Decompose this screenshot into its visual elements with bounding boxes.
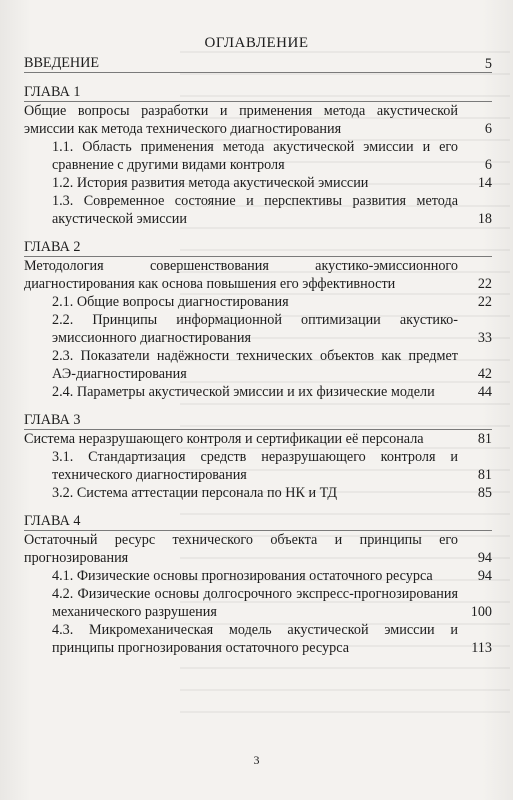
page-number: 3 — [253, 753, 260, 767]
toc-section-entry — [24, 448, 492, 484]
toc-section-entry — [24, 192, 492, 228]
toc-entry-text: ГЛАВА 2 — [24, 238, 492, 257]
toc-page-number: 113 — [471, 640, 492, 656]
toc-chapter-title — [24, 430, 492, 448]
toc-page-number: 22 — [477, 294, 492, 310]
toc-page-number: 6 — [484, 121, 492, 137]
toc-page-number: 6 — [484, 157, 492, 173]
toc-page-number: 94 — [477, 550, 492, 566]
toc-entry-text: Общие вопросы разработки и применения метода акустической эмиссии как метода технического диагностирования — [24, 103, 458, 137]
toc-entry-text: 1.2. История развития метода акустической эмиссии — [52, 175, 369, 191]
toc-section-entry — [24, 138, 492, 174]
toc-page-number: 94 — [477, 568, 492, 584]
toc-entry-text: 4.2. Физические основы долгосрочного экспресс-прогнозирования механического разрушения — [52, 586, 458, 620]
toc-page-number: 81 — [477, 467, 492, 483]
toc-entry-text: 2.1. Общие вопросы диагностирования — [52, 294, 289, 310]
toc-page-number: 100 — [470, 604, 492, 620]
toc-entry-text: 3.1. Стандартизация средств неразрушающего контроля и технического диагностирования — [52, 449, 458, 483]
toc-chapter-heading — [24, 83, 492, 102]
toc-heading: ОГЛАВЛЕНИЕ — [204, 35, 309, 51]
toc-page-number: 42 — [477, 366, 492, 382]
toc-chapter-heading — [24, 411, 492, 430]
toc-entry-text: 3.2. Система аттестации персонала по НК и ТД — [52, 485, 338, 501]
toc-entry-text: 2.3. Показатели надёжности технических объектов как предмет АЭ-диагностирования — [52, 348, 458, 382]
toc-entry-text: 1.1. Область применения метода акустической эмиссии и его сравнение с другими видами контроля — [52, 139, 458, 173]
toc-chapter-heading — [24, 54, 492, 73]
toc-chapter-title — [24, 531, 492, 567]
toc-page-number: 5 — [484, 56, 492, 72]
toc-entry-text: Система неразрушающего контроля и сертификации её персонала — [24, 431, 424, 447]
toc-section-entry — [24, 621, 492, 657]
toc-entry-text: ГЛАВА 4 — [24, 512, 492, 531]
toc-section-entry — [24, 311, 492, 347]
toc-entry-text: ГЛАВА 3 — [24, 411, 492, 430]
table-of-contents — [24, 54, 492, 657]
toc-entry-text: 4.1. Физические основы прогнозирования остаточного ресурса — [52, 568, 433, 584]
toc-page-number: 33 — [477, 330, 492, 346]
toc-entry-text: ГЛАВА 1 — [24, 83, 492, 102]
toc-entry-text: Методология совершенствования акустико-эмиссионного диагностирования как основа повышения его эффективности — [24, 258, 458, 292]
toc-entry-text: ВВЕДЕНИЕ — [24, 54, 492, 73]
toc-chapter-heading — [24, 238, 492, 257]
toc-section-entry — [24, 567, 492, 585]
toc-entry-text: 1.3. Современное состояние и перспективы развития метода акустической эмиссии — [52, 193, 458, 227]
toc-chapter-heading — [24, 512, 492, 531]
toc-entry-text: Остаточный ресурс технического объекта и принципы его прогнозирования — [24, 532, 458, 566]
toc-page-number: 85 — [477, 485, 492, 501]
toc-section-entry — [24, 484, 492, 502]
toc-chapter-title — [24, 102, 492, 138]
toc-section-entry — [24, 347, 492, 383]
toc-page-number: 18 — [477, 211, 492, 227]
toc-section-entry — [24, 293, 492, 311]
toc-page-number: 14 — [477, 175, 492, 191]
toc-page-number: 44 — [477, 384, 492, 400]
toc-page-number: 22 — [477, 276, 492, 292]
toc-page-number: 81 — [477, 431, 492, 447]
toc-entry-text: 2.4. Параметры акустической эмиссии и их физические модели — [52, 384, 435, 400]
toc-entry-text: 2.2. Принципы информационной оптимизации акустико-эмиссионного диагностирования — [52, 312, 458, 346]
toc-chapter-title — [24, 257, 492, 293]
toc-section-entry — [24, 585, 492, 621]
toc-section-entry — [24, 174, 492, 192]
toc-section-entry — [24, 383, 492, 401]
toc-entry-text: 4.3. Микромеханическая модель акустической эмиссии и принципы прогнозирования остаточного ресурса — [52, 622, 458, 656]
